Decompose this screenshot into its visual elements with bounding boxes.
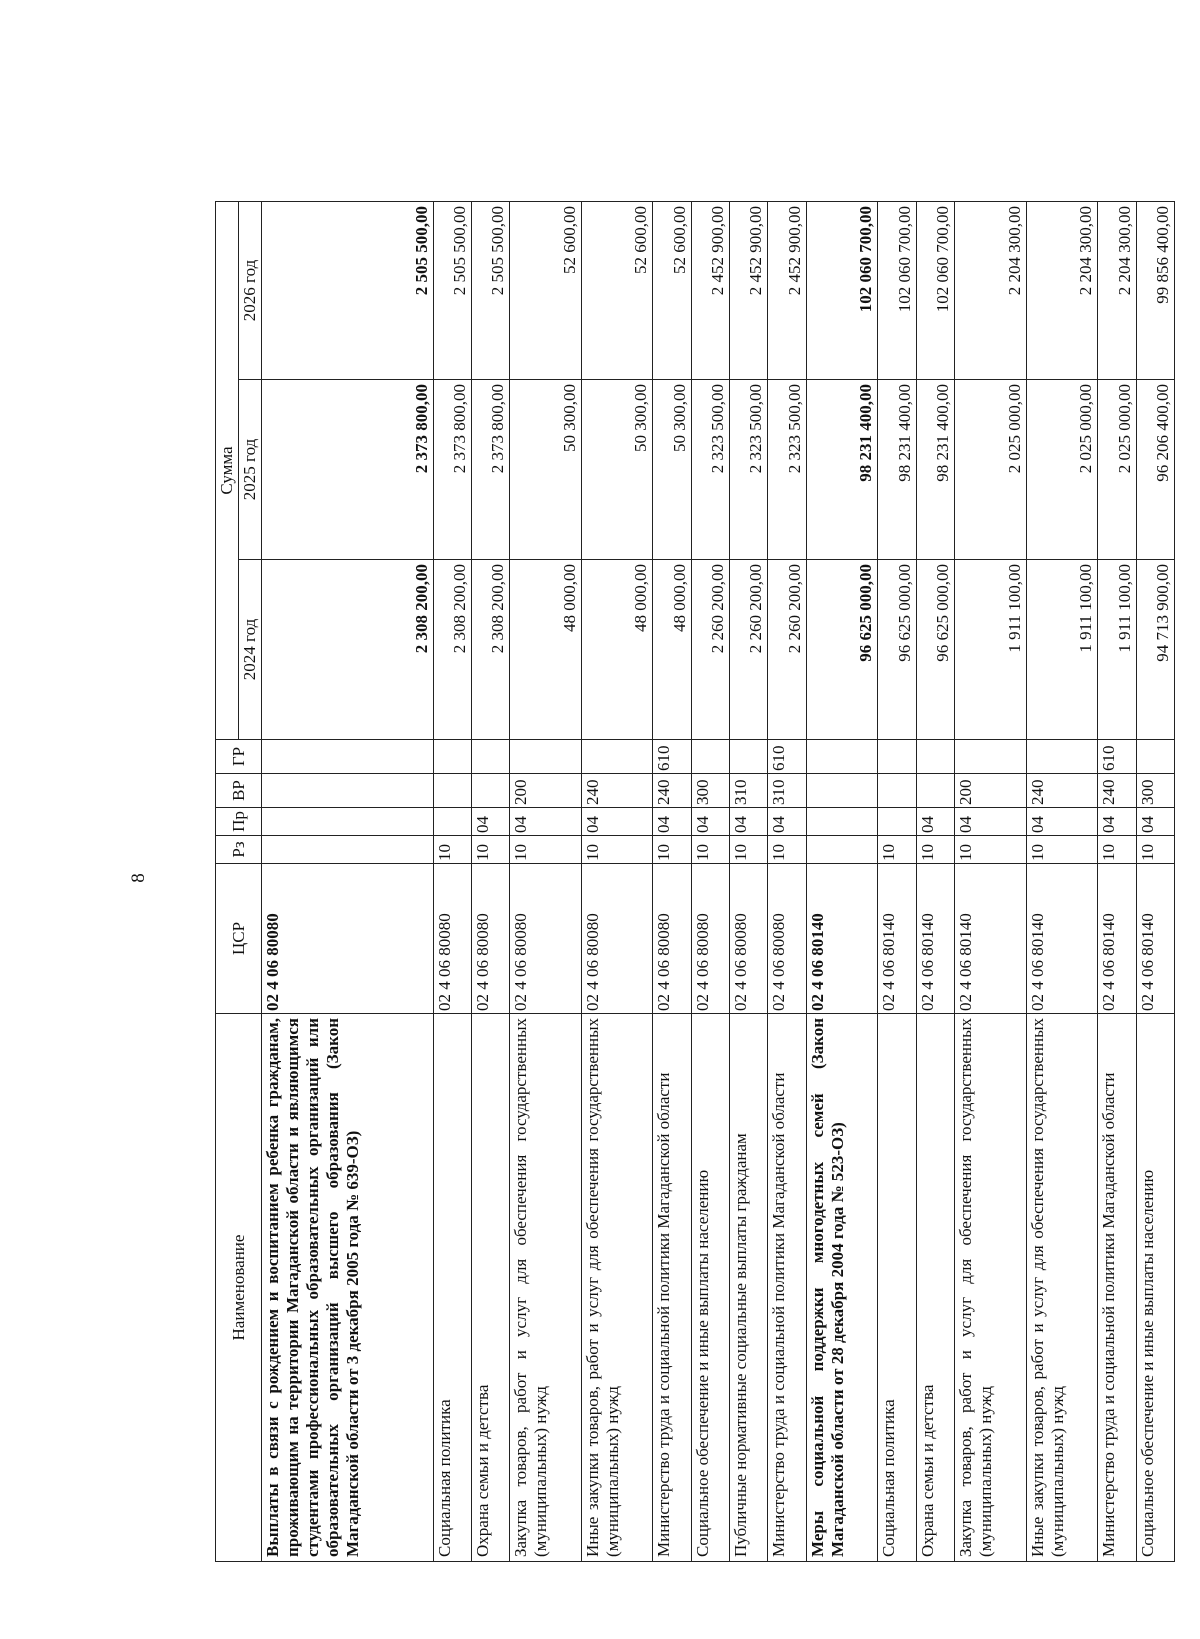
row-amount-2025: 50 300,00	[581, 380, 653, 560]
row-amount-2025: 96 206 400,00	[1136, 380, 1174, 560]
row-amount-2024: 2 308 200,00	[433, 560, 471, 740]
row-name: Социальная политика	[878, 1014, 916, 1562]
row-gr	[806, 740, 878, 774]
row-amount-2026: 2 204 300,00	[954, 202, 1026, 380]
row-name: Социальное обеспечение и иные выплаты населению	[691, 1014, 729, 1562]
row-csr: 02 4 06 80080	[730, 864, 768, 1014]
row-rz: 10	[768, 836, 806, 864]
row-rz: 10	[471, 836, 509, 864]
table-row	[768, 202, 806, 1562]
header-2026: 2026 год	[239, 202, 262, 380]
row-rz	[806, 836, 878, 864]
header-2025: 2025 год	[239, 380, 262, 560]
row-rz: 10	[954, 836, 1026, 864]
row-pr: 04	[691, 808, 729, 836]
row-vr	[262, 774, 434, 808]
row-amount-2024: 2 260 200,00	[691, 560, 729, 740]
row-csr: 02 4 06 80080	[581, 864, 653, 1014]
header-sum: Сумма	[216, 202, 239, 740]
row-name: Охрана семьи и детства	[471, 1014, 509, 1562]
row-amount-2026: 2 452 900,00	[730, 202, 768, 380]
row-name: Социальное обеспечение и иные выплаты населению	[1136, 1014, 1174, 1562]
row-gr	[730, 740, 768, 774]
row-amount-2026: 52 600,00	[510, 202, 582, 380]
row-csr: 02 4 06 80140	[878, 864, 916, 1014]
header-rz: Рз	[216, 836, 262, 864]
row-pr: 04	[471, 808, 509, 836]
row-gr: 610	[768, 740, 806, 774]
row-name: Министерство труда и социальной политики Магаданской области	[1098, 1014, 1136, 1562]
row-rz: 10	[730, 836, 768, 864]
row-name: Меры социальной поддержки многодетных семей (Закон Магаданской области от 28 декабря 2004 года № 523-ОЗ)	[806, 1014, 878, 1562]
row-rz: 10	[1136, 836, 1174, 864]
row-gr	[1136, 740, 1174, 774]
row-amount-2025: 50 300,00	[510, 380, 582, 560]
row-csr: 02 4 06 80080	[768, 864, 806, 1014]
table-row	[1026, 202, 1098, 1562]
row-gr: 610	[653, 740, 691, 774]
row-amount-2026: 2 452 900,00	[691, 202, 729, 380]
row-vr	[806, 774, 878, 808]
row-pr: 04	[730, 808, 768, 836]
row-gr	[510, 740, 582, 774]
row-csr: 02 4 06 80080	[691, 864, 729, 1014]
row-amount-2025: 50 300,00	[653, 380, 691, 560]
row-name: Охрана семьи и детства	[916, 1014, 954, 1562]
row-amount-2026: 2 452 900,00	[768, 202, 806, 380]
row-amount-2025: 98 231 400,00	[916, 380, 954, 560]
table-row	[1136, 202, 1174, 1562]
header-vr: ВР	[216, 774, 262, 808]
row-vr: 200	[510, 774, 582, 808]
row-csr: 02 4 06 80140	[806, 864, 878, 1014]
row-name: Министерство труда и социальной политики Магаданской области	[768, 1014, 806, 1562]
row-amount-2026: 99 856 400,00	[1136, 202, 1174, 380]
header-pr: Пр	[216, 808, 262, 836]
row-gr: 610	[1098, 740, 1136, 774]
row-csr: 02 4 06 80080	[653, 864, 691, 1014]
row-gr	[471, 740, 509, 774]
row-csr: 02 4 06 80080	[433, 864, 471, 1014]
row-vr: 240	[581, 774, 653, 808]
row-amount-2025: 2 025 000,00	[954, 380, 1026, 560]
row-name: Министерство труда и социальной политики Магаданской области	[653, 1014, 691, 1562]
row-amount-2025: 2 373 800,00	[262, 380, 434, 560]
row-gr	[878, 740, 916, 774]
row-amount-2026: 102 060 700,00	[916, 202, 954, 380]
table-row	[653, 202, 691, 1562]
row-rz: 10	[1026, 836, 1098, 864]
header-gr: ГР	[216, 740, 262, 774]
table-row	[691, 202, 729, 1562]
row-amount-2024: 1 911 100,00	[954, 560, 1026, 740]
row-pr: 04	[916, 808, 954, 836]
row-pr	[262, 808, 434, 836]
row-rz: 10	[510, 836, 582, 864]
row-name: Социальная политика	[433, 1014, 471, 1562]
row-amount-2026: 2 204 300,00	[1098, 202, 1136, 380]
row-amount-2026: 102 060 700,00	[878, 202, 916, 380]
table-row	[262, 202, 434, 1562]
row-pr: 04	[653, 808, 691, 836]
row-amount-2025: 2 373 800,00	[471, 380, 509, 560]
row-amount-2024: 1 911 100,00	[1098, 560, 1136, 740]
row-pr: 04	[768, 808, 806, 836]
row-csr: 02 4 06 80140	[916, 864, 954, 1014]
row-amount-2024: 2 308 200,00	[471, 560, 509, 740]
row-rz: 10	[433, 836, 471, 864]
row-rz: 10	[691, 836, 729, 864]
table-row	[471, 202, 509, 1562]
row-vr: 310	[730, 774, 768, 808]
row-vr	[471, 774, 509, 808]
row-vr: 300	[691, 774, 729, 808]
row-amount-2024: 48 000,00	[510, 560, 582, 740]
row-amount-2025: 2 323 500,00	[730, 380, 768, 560]
table-row	[510, 202, 582, 1562]
row-csr: 02 4 06 80080	[471, 864, 509, 1014]
row-amount-2024: 48 000,00	[653, 560, 691, 740]
row-amount-2026: 102 060 700,00	[806, 202, 878, 380]
table-row	[878, 202, 916, 1562]
row-vr: 240	[1098, 774, 1136, 808]
row-name: Выплаты в связи с рождением и воспитанием ребенка гражданам, проживающим на территории Магаданской области и являющимся студентами профессиональных образовательных организаций или образовательных организаций высшего образования (Закон Магаданской области от 3 декабря 2005 года № 639-ОЗ)	[262, 1014, 434, 1562]
row-pr: 04	[1136, 808, 1174, 836]
row-amount-2025: 2 323 500,00	[691, 380, 729, 560]
header-2024: 2024 год	[239, 560, 262, 740]
row-csr: 02 4 06 80080	[510, 864, 582, 1014]
header-csr: ЦСР	[216, 864, 262, 1014]
row-amount-2024: 96 625 000,00	[916, 560, 954, 740]
header-name: Наименование	[216, 1014, 262, 1562]
row-amount-2024: 2 260 200,00	[730, 560, 768, 740]
table-row	[806, 202, 878, 1562]
row-amount-2024: 1 911 100,00	[1026, 560, 1098, 740]
row-vr: 300	[1136, 774, 1174, 808]
row-rz: 10	[916, 836, 954, 864]
row-name: Иные закупки товаров, работ и услуг для обеспечения государственных (муниципальных) нужд	[1026, 1014, 1098, 1562]
table-row	[916, 202, 954, 1562]
row-vr	[878, 774, 916, 808]
row-csr: 02 4 06 80080	[262, 864, 434, 1014]
row-csr: 02 4 06 80140	[1136, 864, 1174, 1014]
row-amount-2025: 2 373 800,00	[433, 380, 471, 560]
row-amount-2024: 96 625 000,00	[806, 560, 878, 740]
row-gr	[581, 740, 653, 774]
row-amount-2025: 2 025 000,00	[1098, 380, 1136, 560]
table-row	[954, 202, 1026, 1562]
row-vr: 240	[653, 774, 691, 808]
row-amount-2025: 98 231 400,00	[806, 380, 878, 560]
row-rz: 10	[653, 836, 691, 864]
row-amount-2026: 2 505 500,00	[471, 202, 509, 380]
row-csr: 02 4 06 80140	[954, 864, 1026, 1014]
rotated-page	[215, 202, 1175, 1562]
row-csr: 02 4 06 80140	[1098, 864, 1136, 1014]
row-gr	[1026, 740, 1098, 774]
table-row	[730, 202, 768, 1562]
row-vr: 240	[1026, 774, 1098, 808]
budget-table	[215, 201, 1175, 1562]
row-pr	[433, 808, 471, 836]
row-pr: 04	[1098, 808, 1136, 836]
row-amount-2026: 52 600,00	[653, 202, 691, 380]
row-amount-2024: 94 713 900,00	[1136, 560, 1174, 740]
row-pr: 04	[581, 808, 653, 836]
row-gr	[262, 740, 434, 774]
row-name: Закупка товаров, работ и услуг для обеспечения государственных (муниципальных) нужд	[510, 1014, 582, 1562]
row-amount-2024: 96 625 000,00	[878, 560, 916, 740]
table-row	[1098, 202, 1136, 1562]
row-amount-2025: 2 323 500,00	[768, 380, 806, 560]
row-pr	[806, 808, 878, 836]
row-rz	[262, 836, 434, 864]
row-name: Закупка товаров, работ и услуг для обеспечения государственных (муниципальных) нужд	[954, 1014, 1026, 1562]
row-rz: 10	[1098, 836, 1136, 864]
row-gr	[691, 740, 729, 774]
row-pr: 04	[1026, 808, 1098, 836]
row-amount-2025: 98 231 400,00	[878, 380, 916, 560]
row-vr: 310	[768, 774, 806, 808]
row-vr	[916, 774, 954, 808]
row-name: Публичные нормативные социальные выплаты гражданам	[730, 1014, 768, 1562]
table-row	[433, 202, 471, 1562]
row-amount-2026: 2 505 500,00	[433, 202, 471, 380]
row-amount-2026: 2 204 300,00	[1026, 202, 1098, 380]
row-amount-2025: 2 025 000,00	[1026, 380, 1098, 560]
row-vr: 200	[954, 774, 1026, 808]
row-rz: 10	[581, 836, 653, 864]
row-amount-2026: 2 505 500,00	[262, 202, 434, 380]
row-pr	[878, 808, 916, 836]
row-csr: 02 4 06 80140	[1026, 864, 1098, 1014]
row-gr	[433, 740, 471, 774]
row-pr: 04	[510, 808, 582, 836]
row-amount-2024: 48 000,00	[581, 560, 653, 740]
row-amount-2024: 2 308 200,00	[262, 560, 434, 740]
row-pr: 04	[954, 808, 1026, 836]
table-row	[581, 202, 653, 1562]
row-rz: 10	[878, 836, 916, 864]
row-amount-2026: 52 600,00	[581, 202, 653, 380]
page-number: 8	[128, 873, 149, 883]
row-gr	[916, 740, 954, 774]
row-name: Иные закупки товаров, работ и услуг для обеспечения государственных (муниципальных) нужд	[581, 1014, 653, 1562]
row-gr	[954, 740, 1026, 774]
row-amount-2024: 2 260 200,00	[768, 560, 806, 740]
row-vr	[433, 774, 471, 808]
